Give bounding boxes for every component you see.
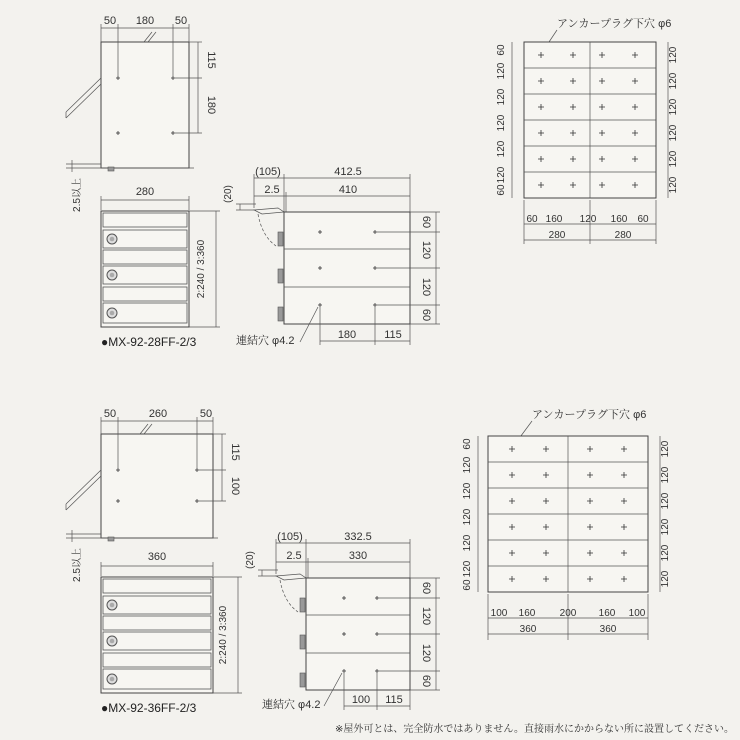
anchor-title: アンカープラグ下穴 φ6 bbox=[557, 18, 672, 30]
front-top-dim-right: 50 bbox=[199, 408, 213, 420]
mailbox-height: 2:240 / 3:360 bbox=[196, 239, 207, 299]
joint-hole-label: 連結穴 φ4.2 bbox=[262, 699, 321, 711]
front-top-dim-mid: 260 bbox=[148, 408, 168, 420]
front-side-dim-top: 115 bbox=[205, 51, 217, 69]
side-dim-gap: 2.5 bbox=[286, 550, 302, 562]
side-right-dim-3: 120 bbox=[420, 277, 432, 297]
model-label: ●MX-92-36FF-2/3 bbox=[101, 701, 197, 715]
grid-left-dim-3: 120 bbox=[496, 88, 507, 106]
side-right-dim-1: 60 bbox=[420, 215, 432, 229]
side-dim-20: (20) bbox=[223, 185, 234, 203]
front-top-dim-left: 50 bbox=[103, 408, 117, 420]
floor-clearance: 2.5以上 bbox=[72, 548, 83, 582]
mailbox-width: 280 bbox=[135, 186, 155, 198]
side-bottom-dim-1: 180 bbox=[337, 329, 357, 341]
side-dim-gap: 2.5 bbox=[264, 184, 280, 196]
grid-bottom-dim-2: 160 bbox=[518, 608, 536, 619]
grid-left-dim-4: 120 bbox=[496, 114, 507, 132]
grid-right-dim-3: 120 bbox=[660, 492, 671, 510]
side-bottom-dim-1: 100 bbox=[351, 694, 371, 706]
footnote: ※屋外可とは、完全防水ではありません。直接雨水にかからない所に設置してください。 bbox=[335, 724, 734, 735]
grid-left-dim-5: 120 bbox=[496, 140, 507, 158]
front-side-dim-bottom: 180 bbox=[205, 95, 217, 115]
grid-left-dim-4: 120 bbox=[462, 508, 473, 526]
side-dim-depth: 410 bbox=[338, 184, 358, 196]
side-right-dim-2: 120 bbox=[420, 240, 432, 260]
grid-total-dim-2: 280 bbox=[614, 230, 632, 241]
side-right-dim-1: 60 bbox=[420, 581, 432, 595]
hinge-icon bbox=[278, 307, 283, 321]
grid-bottom-dim-3: 200 bbox=[559, 608, 577, 619]
side-right-dim-2: 120 bbox=[420, 606, 432, 626]
grid-left-dim-7: 60 bbox=[496, 184, 507, 196]
anchor-title: アンカープラグ下穴 φ6 bbox=[532, 409, 647, 421]
grid-right-dim-6: 120 bbox=[668, 176, 679, 194]
anchor-grid bbox=[496, 16, 679, 244]
side-dim-total: 412.5 bbox=[334, 166, 362, 178]
front-top-dim-mid: 180 bbox=[135, 15, 155, 27]
hinge-icon bbox=[300, 635, 305, 649]
grid-bottom-dim-2: 160 bbox=[545, 214, 563, 225]
hinge-icon bbox=[278, 269, 283, 283]
grid-bottom-dim-1: 60 bbox=[526, 214, 538, 225]
grid-bottom-dim-3: 120 bbox=[579, 214, 597, 225]
grid-left-dim-6: 120 bbox=[496, 166, 507, 184]
front-view bbox=[66, 15, 217, 212]
grid-left-dim-1: 60 bbox=[496, 44, 507, 56]
grid-right-dim-6: 120 bbox=[660, 570, 671, 588]
grid-bottom-dim-4: 160 bbox=[598, 608, 616, 619]
side-right-dim-4: 60 bbox=[420, 674, 432, 688]
grid-right-dim-4: 120 bbox=[660, 518, 671, 536]
side-bottom-dim-2: 115 bbox=[384, 329, 402, 341]
model-label: ●MX-92-28FF-2/3 bbox=[101, 335, 197, 349]
side-dim-20: (20) bbox=[245, 551, 256, 569]
grid-bottom-dim-5: 60 bbox=[637, 214, 649, 225]
model-1 bbox=[66, 15, 679, 349]
grid-left-dim-7: 60 bbox=[462, 579, 473, 591]
side-right-dim-3: 120 bbox=[420, 643, 432, 663]
grid-total-dim-1: 280 bbox=[548, 230, 566, 241]
mailbox-width: 360 bbox=[147, 551, 167, 563]
side-dim-105: (105) bbox=[277, 531, 303, 543]
floor-clearance: 2.5以上 bbox=[72, 178, 83, 212]
grid-left-dim-2: 120 bbox=[462, 456, 473, 474]
grid-total-dim-1: 360 bbox=[519, 624, 537, 635]
hinge-icon bbox=[278, 232, 283, 246]
back-plate bbox=[101, 42, 189, 168]
front-side-dim-top: 115 bbox=[229, 443, 241, 461]
anchor-grid bbox=[462, 407, 671, 640]
joint-hole-label: 連結穴 φ4.2 bbox=[236, 335, 295, 347]
front-top-dim-right: 50 bbox=[174, 15, 188, 27]
front-top-dim-left: 50 bbox=[103, 15, 117, 27]
side-right-dim-4: 60 bbox=[420, 308, 432, 322]
front-side-dim-bottom: 100 bbox=[229, 476, 241, 496]
grid-right-dim-5: 120 bbox=[660, 544, 671, 562]
side-dim-total: 332.5 bbox=[344, 531, 372, 543]
hinge-icon bbox=[300, 673, 305, 687]
mailbox-front bbox=[101, 551, 242, 715]
grid-bottom-dim-5: 100 bbox=[628, 608, 646, 619]
grid-left-dim-6: 120 bbox=[462, 560, 473, 578]
grid-right-dim-2: 120 bbox=[660, 466, 671, 484]
side-view bbox=[223, 166, 440, 347]
grid-bottom-dim-4: 160 bbox=[610, 214, 628, 225]
grid-right-dim-2: 120 bbox=[668, 72, 679, 90]
grid-right-dim-4: 120 bbox=[668, 124, 679, 142]
grid-left-dim-3: 120 bbox=[462, 482, 473, 500]
side-dim-105: (105) bbox=[255, 166, 281, 178]
side-bottom-dim-2: 115 bbox=[385, 694, 403, 706]
mailbox-front bbox=[101, 186, 220, 349]
grid-left-dim-5: 120 bbox=[462, 534, 473, 552]
grid-right-dim-1: 120 bbox=[668, 46, 679, 64]
grid-right-dim-1: 120 bbox=[660, 440, 671, 458]
model-2 bbox=[66, 407, 671, 715]
grid-total-dim-2: 360 bbox=[599, 624, 617, 635]
hinge-icon bbox=[300, 598, 305, 612]
grid-left-dim-1: 60 bbox=[462, 438, 473, 450]
grid-right-dim-3: 120 bbox=[668, 98, 679, 116]
mailbox-height: 2:240 / 3:360 bbox=[218, 605, 229, 665]
grid-right-dim-5: 120 bbox=[668, 150, 679, 168]
grid-left-dim-2: 120 bbox=[496, 62, 507, 80]
grid-bottom-dim-1: 100 bbox=[490, 608, 508, 619]
side-dim-depth: 330 bbox=[348, 550, 368, 562]
side-view bbox=[245, 531, 440, 711]
